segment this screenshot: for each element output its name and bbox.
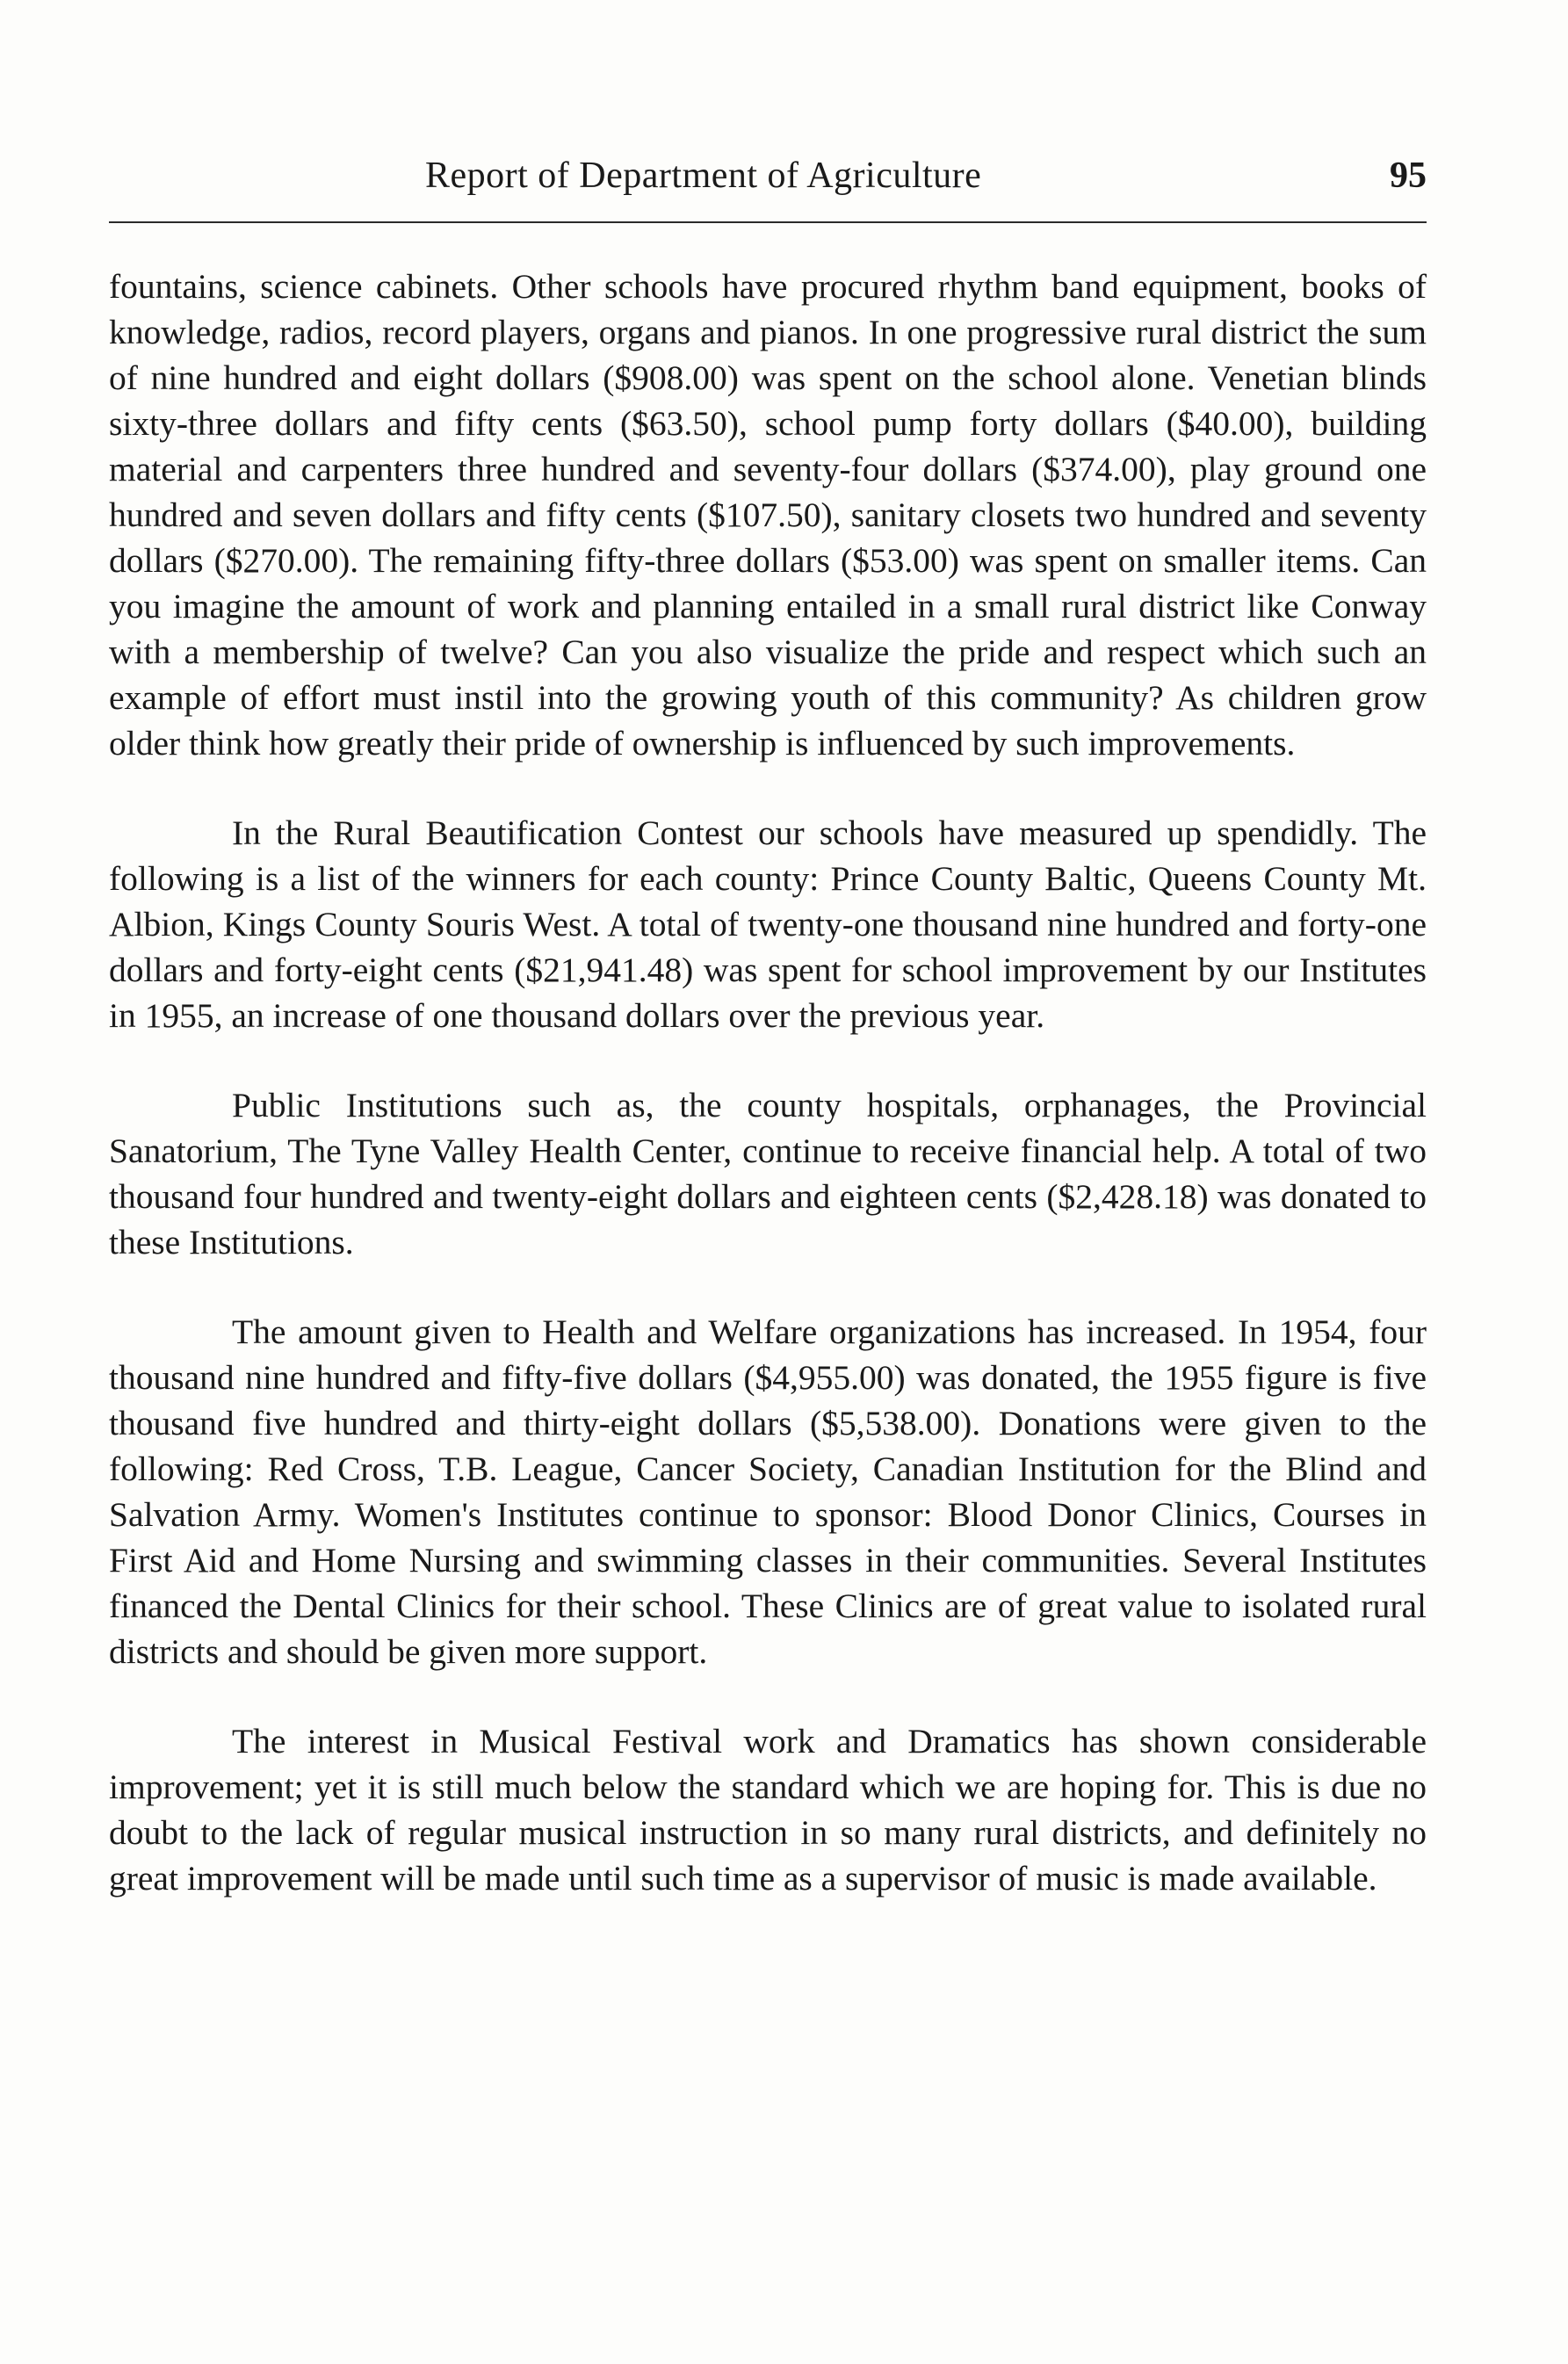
header-title: Report of Department of Agriculture — [425, 155, 982, 196]
paragraph-musical-festival: The interest in Musical Festival work and Dramatics has shown considerable improvement; yet it is still much below the standard which we are hoping for. This is due no doubt to the lack of regular musical instruction in so many rural districts, and definitely no great improvement will be made until such time as a supervisor of music is made available. — [109, 1722, 1427, 1898]
body-text — [109, 264, 1427, 1945]
page-number: 95 — [1390, 155, 1427, 196]
running-header — [109, 155, 1427, 207]
paragraph-rural-beautification: In the Rural Beautification Contest our schools have measured up spendidly. The following is a list of the winners for each county: Prince County Baltic, Queens County Mt. Albion, Kings County Souris West. A total of twenty-one thousand nine hundred and forty-one dollars and forty-eight cents ($21,941.48) was spent for school improvement by our Institutes in 1955, an increase of one thousand dollars over the previous year. — [109, 813, 1427, 1035]
paragraph-health-welfare: The amount given to Health and Welfare organizations has increased. In 1954, four thousand nine hundred and fifty-five dollars ($4,955.00) was donated, the 1955 figure is five thousand five hundred and thirty-eight dollars ($5,538.00). Donations were given to the following: Red Cross, T.B. League, Cancer Society, Canadian Institution for the Blind and Salvation Army. Women's Institutes continue to sponsor: Blood Donor Clinics, Courses in First Aid and Home Nursing and swimming classes in their communities. Several Institutes financed the Dental Clinics for their school. These Clinics are of great value to isolated rural districts and should be given more support. — [109, 1312, 1427, 1671]
header-rule — [109, 221, 1427, 223]
paragraph-school-purchases: fountains, science cabinets. Other schools have procured rhythm band equipment, books of knowledge, radios, record players, organs and pianos. In one progressive rural district the sum of nine hundred and eight dollars ($908.00) was spent on the school alone. Venetian blinds sixty-three dollars and fifty cents ($63.50), school pump forty dollars ($40.00), building material and carpenters three hundred and seventy-four dollars ($374.00), play ground one hundred and seven dollars and fifty cents ($107.50), sanitary closets two hundred and seventy dollars ($270.00). The remaining fifty-three dollars ($53.00) was spent on smaller items. Can you imagine the amount of work and planning entailed in a small rural district like Conway with a membership of twelve? Can you also visualize the pride and respect which such an example of effort must instil into the growing youth of this community? As children grow older think how greatly their pride of ownership is influenced by such improvements. — [109, 267, 1427, 763]
paragraph-public-institutions: Public Institutions such as, the county hospitals, orphanages, the Provincial Sanatorium, The Tyne Valley Health Center, continue to receive financial help. A total of two thousand four hundred and twenty-eight dollars and eighteen cents ($2,428.18) was donated to these Institutions. — [109, 1086, 1427, 1262]
